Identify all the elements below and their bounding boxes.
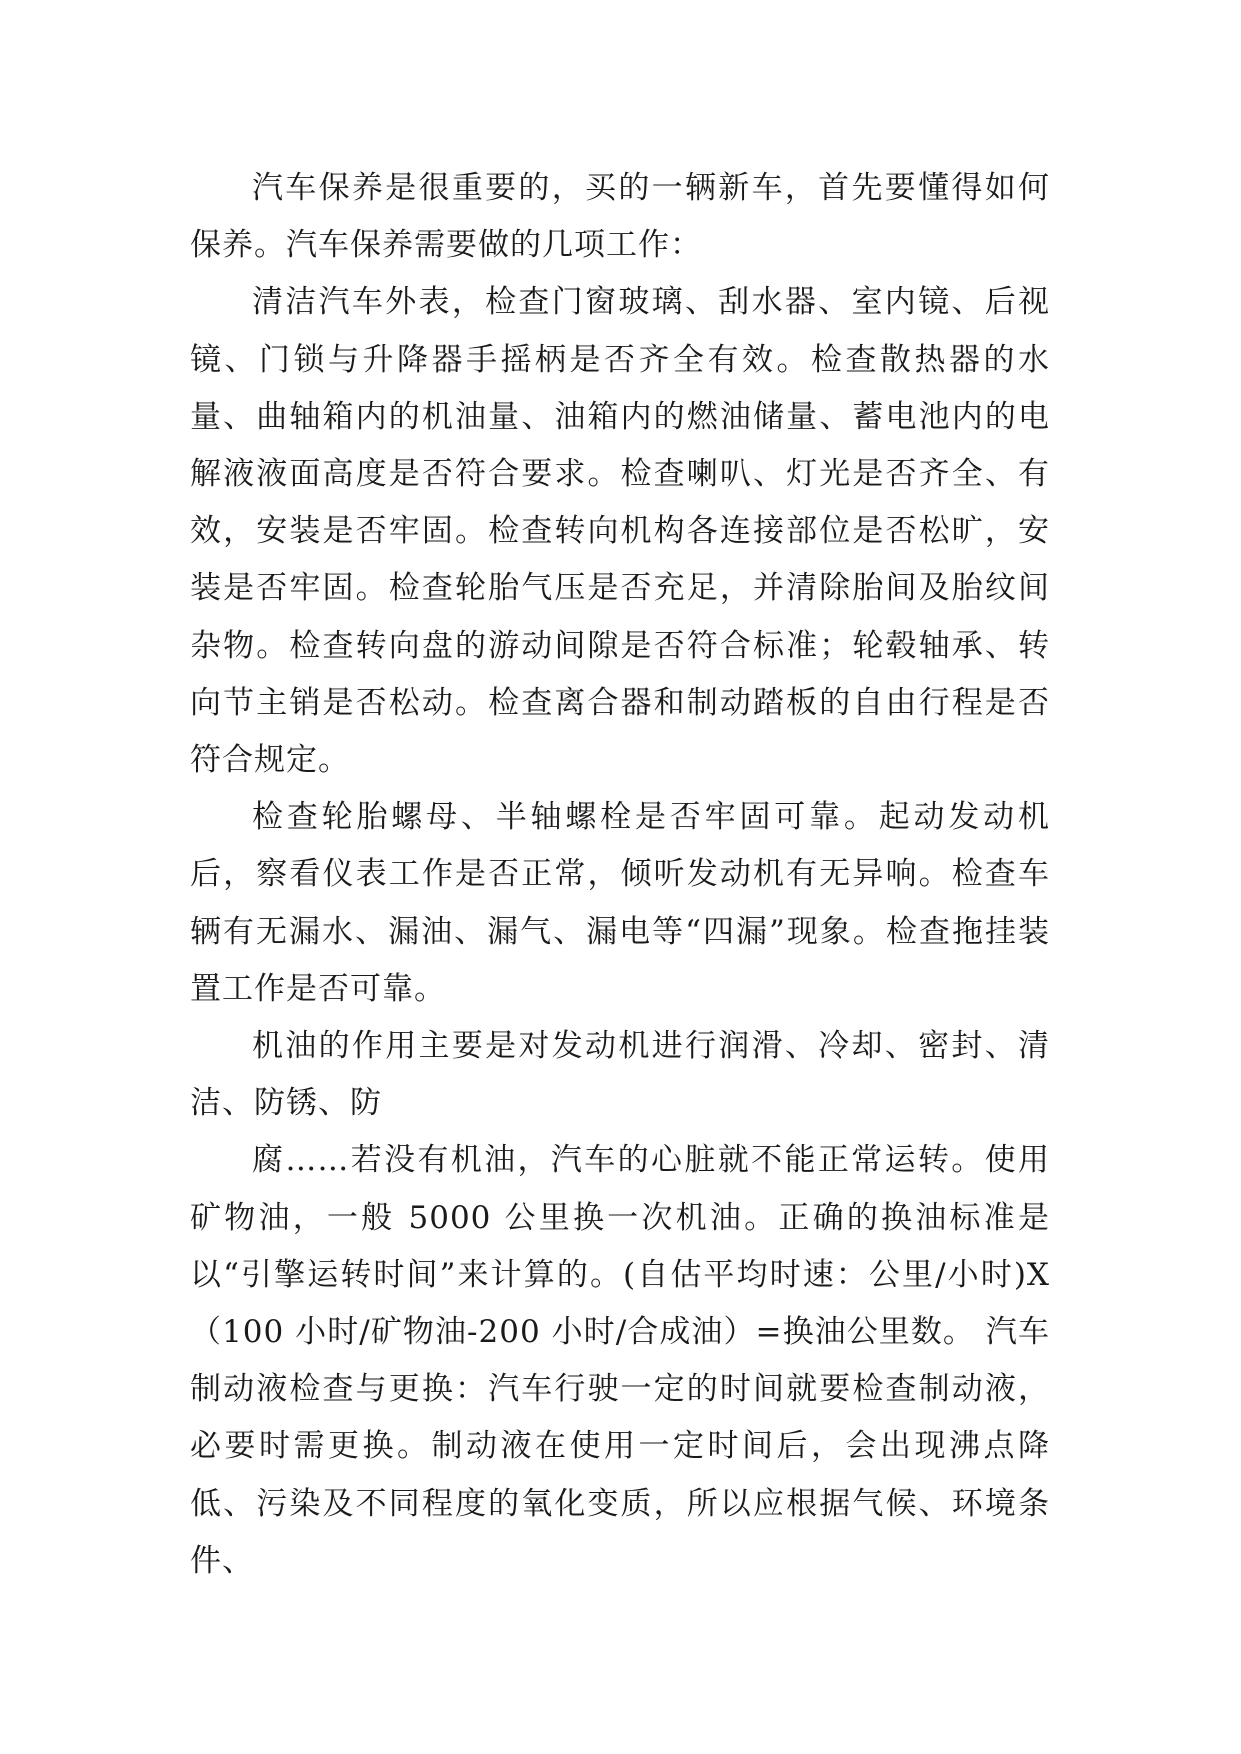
paragraph-intro: 汽车保养是很重要的，买的一辆新车，首先要懂得如何保养。汽车保养需要做的几项工作：	[190, 170, 1050, 264]
paragraph-inspection: 清洁汽车外表，检查门窗玻璃、刮水器、室内镜、后视镜、门锁与升降器手摇柄是否齐全有效。检查散热器的水量、曲轴箱内的机油量、油箱内的燃油储量、蓄电池内的电解液液面高度是否符合要求。检查喇叭、灯光是否齐全、有效，安装是否牢固。检查转向机构各连接部位是否松旷，安装是否牢固。检查轮胎气压是否充足，并清除胎间及胎纹间杂物。检查转向盘的游动间隙是否符合标准；轮毂轴承、转向节主销是否松动。检查离合器和制动踏板的自由行程是否符合规定。	[190, 284, 1050, 779]
paragraph-tires-engine: 检查轮胎螺母、半轴螺栓是否牢固可靠。起动发动机后，察看仪表工作是否正常，倾听发动机有无异响。检查车辆有无漏水、漏油、漏气、漏电等“四漏”现象。检查拖挂装置工作是否可靠。	[190, 799, 1050, 1007]
paragraph-oil-change-brake: 腐……若没有机油，汽车的心脏就不能正常运转。使用矿物油，一般 5000 公里换一次机油。正确的换油标准是以“引擎运转时间”来计算的。(自估平均时速：公里/小时)X（100 小时/矿物油-200 小时/合成油）=换油公里数。 汽车制动液检查与更换：汽车行驶一定的时间就要检查制动液，必要时需更换。制动液在使用一定时间后，会出现沸点降低、污染及不同程度的氧化变质，所以应根据气候、环境条件、	[190, 1142, 1050, 1579]
paragraph-oil-function: 机油的作用主要是对发动机进行润滑、冷却、密封、清洁、防锈、防	[190, 1028, 1050, 1122]
document-body	[190, 160, 1050, 1590]
